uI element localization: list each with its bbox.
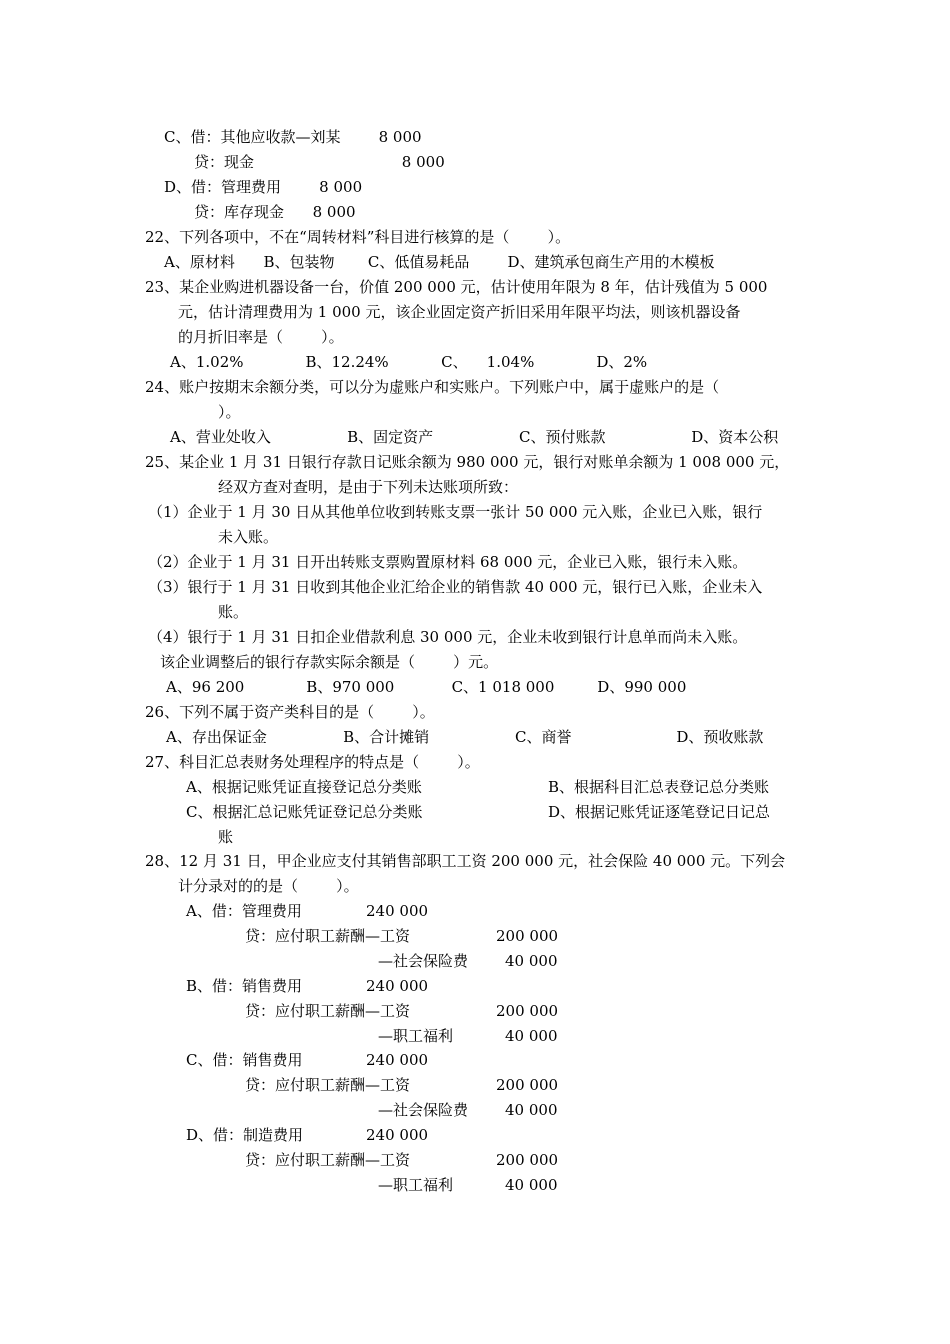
q28-option-b-credit2: —职工福利 — [378, 1027, 454, 1045]
question-25-ask: 该企业调整后的银行存款实际余额是（ ）元。 — [160, 653, 499, 671]
question-25-item1-cont: 未入账。 — [218, 528, 279, 546]
q28-option-d-debit: D、借：制造费用 — [186, 1126, 304, 1144]
q28-option-b-credit: 贷：应付职工薪酬—工资 — [245, 1002, 411, 1020]
question-25-item3-cont: 账。 — [218, 603, 249, 621]
q28-option-d-credit2: —职工福利 — [378, 1176, 454, 1194]
question-26-stem: 26、下列不属于资产类科目的是（ ）。 — [145, 703, 435, 721]
question-24-stem-line1: 24、账户按期末余额分类，可以分为虚账户和实账户。下列账户中，属于虚账户的是（ — [145, 378, 720, 396]
q28-option-a-debit-amount: 240 000 — [366, 902, 429, 920]
question-25-item4: （4）银行于 1 月 31 日扣企业借款利息 30 000 元，企业未收到银行计息单而尚未入账。 — [148, 628, 748, 646]
q21-option-d-credit: 贷：库存现金 8 000 — [194, 203, 356, 221]
question-25-options: A、96 200 B、970 000 C、1 018 000 D、990 000 — [166, 678, 687, 696]
q28-option-a-credit-amount: 200 000 — [496, 927, 559, 945]
q28-option-c-credit2: —社会保险费 — [378, 1101, 469, 1119]
question-28-stem-line1: 28、12 月 31 日，甲企业应支付其销售部职工工资 200 000 元，社会保险 40 000 元。下列会 — [145, 852, 786, 870]
q28-option-b-debit: B、借：销售费用 — [186, 977, 303, 995]
q28-option-d-credit-amount: 200 000 — [496, 1151, 559, 1169]
question-25-stem-line1: 25、某企业 1 月 31 日银行存款日记账余额为 980 000 元，银行对账单余额为 1 008 000 元， — [145, 453, 790, 471]
question-25-item1: （1）企业于 1 月 30 日从其他单位收到转账支票一张计 50 000 元入账，企业已入账，银行 — [148, 503, 763, 521]
question-25-stem-line2: 经双方查对查明，是由于下列未达账项所致： — [218, 478, 519, 496]
question-25-item3: （3）银行于 1 月 31 日收到其他企业汇给企业的销售款 40 000 元，银行已入账，企业未入 — [148, 578, 763, 596]
question-27-stem: 27、科目汇总表财务处理程序的特点是（ ）。 — [145, 753, 480, 771]
question-23-stem-line1: 23、某企业购进机器设备一台，价值 200 000 元，估计使用年限为 8 年，估计残值为 5 000 — [145, 278, 768, 296]
q28-option-c-debit-amount: 240 000 — [366, 1051, 429, 1069]
q28-option-b-debit-amount: 240 000 — [366, 977, 429, 995]
q28-option-b-credit-amount: 200 000 — [496, 1002, 559, 1020]
question-27-option-d-cont: 账 — [218, 828, 234, 846]
question-22-stem: 22、下列各项中，不在“周转材料”科目进行核算的是（ ）。 — [145, 228, 571, 246]
q28-option-d-credit: 贷：应付职工薪酬—工资 — [245, 1151, 411, 1169]
q28-option-a-debit: A、借：管理费用 — [186, 902, 302, 920]
question-28-stem-line2: 计分录对的的是（ ）。 — [178, 877, 359, 895]
q28-option-d-debit-amount: 240 000 — [366, 1126, 429, 1144]
question-26-options: A、存出保证金 B、合计摊销 C、商誉 D、预收账款 — [166, 728, 764, 746]
question-27-option-b: B、根据科目汇总表登记总分类账 — [548, 778, 770, 796]
q21-option-c-credit: 贷：现金 8 000 — [194, 153, 445, 171]
q28-option-b-credit2-amount: 40 000 — [505, 1027, 558, 1045]
q21-option-d-debit: D、借：管理费用 8 000 — [164, 178, 363, 196]
question-23-stem-line3: 的月折旧率是（ ）。 — [178, 328, 344, 346]
q28-option-a-credit2: —社会保险费 — [378, 952, 469, 970]
q28-option-a-credit: 贷：应付职工薪酬—工资 — [245, 927, 411, 945]
q28-option-c-debit: C、借：销售费用 — [186, 1051, 303, 1069]
q28-option-d-credit2-amount: 40 000 — [505, 1176, 558, 1194]
question-24-stem-line2: ）。 — [218, 403, 241, 421]
question-25-item2: （2）企业于 1 月 31 日开出转账支票购置原材料 68 000 元，企业已入账，银行未入账。 — [148, 553, 748, 571]
question-22-options: A、原材料 B、包装物 C、低值易耗品 D、建筑承包商生产用的木模板 — [164, 253, 715, 271]
question-24-options: A、营业处收入 B、固定资产 C、预付账款 D、资本公积 — [170, 428, 779, 446]
question-27-option-d: D、根据记账凭证逐笔登记日记总 — [548, 803, 771, 821]
question-23-options: A、1.02% B、12.24% C、 1.04% D、2% — [170, 353, 648, 371]
q28-option-c-credit: 贷：应付职工薪酬—工资 — [245, 1076, 411, 1094]
q28-option-c-credit-amount: 200 000 — [496, 1076, 559, 1094]
q21-option-c-debit: C、借：其他应收款—刘某 8 000 — [164, 128, 422, 146]
question-27-option-a: A、根据记账凭证直接登记总分类账 — [186, 778, 422, 796]
q28-option-a-credit2-amount: 40 000 — [505, 952, 558, 970]
q28-option-c-credit2-amount: 40 000 — [505, 1101, 558, 1119]
question-23-stem-line2: 元，估计清理费用为 1 000 元，该企业固定资产折旧采用年限平均法，则该机器设备 — [178, 303, 741, 321]
question-27-option-c: C、根据汇总记账凭证登记总分类账 — [186, 803, 423, 821]
